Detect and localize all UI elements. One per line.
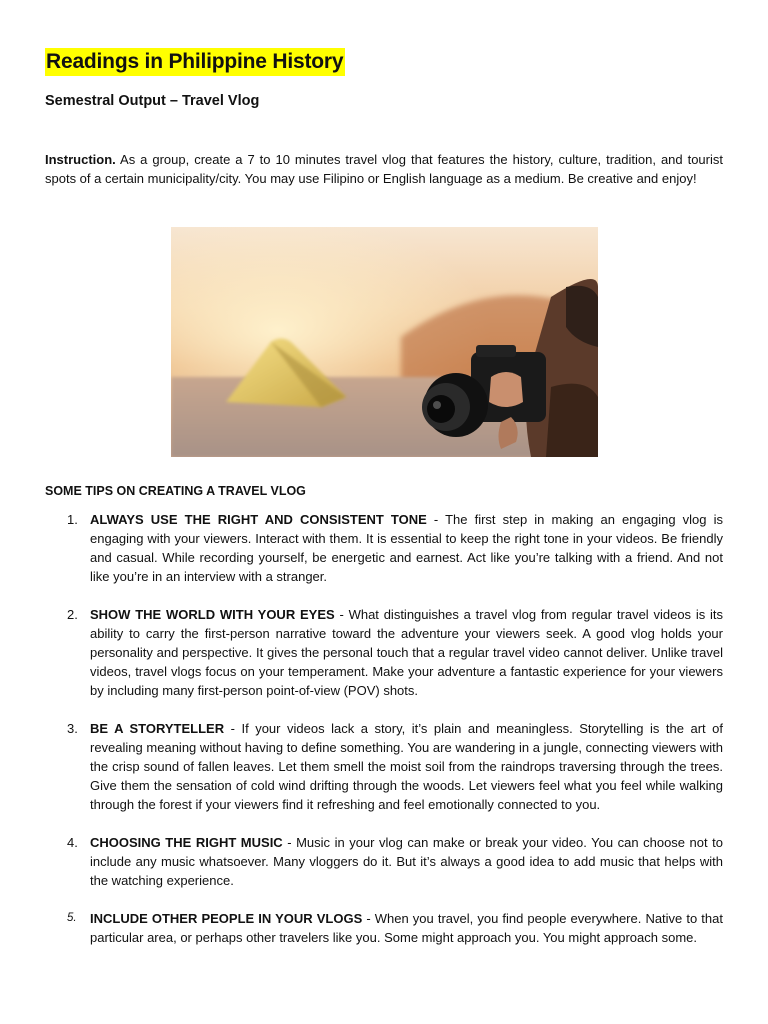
list-item bbox=[45, 510, 723, 586]
tip-text: - If your videos lack a story, it’s plain and meaningless. Storytelling is the art of revealing meaning without having to define something. You are wandering in a jungle, connecting viewers with the crisp sound of fallen leaves. Let them smell the moist soil from the raindrops traversing through the trees. Give them the sensation of cold wind drifting through the woods. Let viewers feel what you feel while walking through the forest if your viewers find it refreshing and feel emotionally connected to you. bbox=[90, 721, 724, 812]
list-item bbox=[45, 605, 723, 700]
tip-number: 2. bbox=[67, 607, 78, 622]
tip-title: ALWAYS USE THE RIGHT AND CONSISTENT TONE bbox=[90, 512, 427, 527]
tip-text: - When you travel, you find people everywhere. Native to that particular area, or perhaps other travelers like you. Some might approach you. You might approach some. bbox=[90, 911, 723, 945]
tip-title: CHOOSING THE RIGHT MUSIC bbox=[90, 835, 283, 850]
list-item bbox=[45, 719, 723, 814]
tip-number: 5. bbox=[67, 912, 77, 924]
list-item bbox=[45, 909, 723, 947]
tip-text: - Music in your vlog can make or break your video. You can choose not to include any music whatsoever. Many vloggers do it. But it’s always a good idea to add music that helps with the watching experience. bbox=[90, 835, 723, 888]
instruction-paragraph bbox=[45, 150, 723, 188]
list-item bbox=[45, 833, 723, 890]
page-subtitle: Semestral Output – Travel Vlog bbox=[45, 93, 260, 109]
tips-list bbox=[45, 510, 723, 966]
tip-number: 3. bbox=[67, 721, 78, 736]
instruction-label: Instruction. bbox=[45, 152, 116, 167]
instruction-text: As a group, create a 7 to 10 minutes travel vlog that features the history, culture, tradition, and tourist spots of a certain municipality/city. You may use Filipino or English language as a medium. Be creative and enjoy! bbox=[45, 152, 723, 186]
tip-number: 1. bbox=[67, 512, 78, 527]
tip-number: 4. bbox=[67, 835, 78, 850]
tip-title: SHOW THE WORLD WITH YOUR EYES bbox=[90, 607, 335, 622]
page-title: Readings in Philippine History bbox=[45, 48, 345, 76]
tip-title: INCLUDE OTHER PEOPLE IN YOUR VLOGS bbox=[90, 911, 363, 926]
tip-text: - What distinguishes a travel vlog from regular travel videos is its ability to carry the first-person narrative toward the adventure your viewers seek. A good vlog holds your personality and perspective. It gives the personal touch that a regular travel video cannot deliver. Unlike travel videos, travel vlogs focus on your temperament. Make your adventure a fantastic experience for your viewers by including many first-person point-of-view (POV) shots. bbox=[90, 607, 723, 698]
tip-text: - The first step in making an engaging vlog is engaging with your viewers. Interact with them. It is essential to keep the right tone in your videos. Be friendly and casual. While recording yourself, be energetic and earnest. Act like you’re talking with a friend. And not like you’re in an interview with a stranger. bbox=[90, 512, 723, 584]
travel-photo bbox=[171, 227, 598, 457]
tip-title: BE A STORYTELLER bbox=[90, 721, 225, 736]
tips-heading: SOME TIPS ON CREATING A TRAVEL VLOG bbox=[45, 484, 306, 498]
